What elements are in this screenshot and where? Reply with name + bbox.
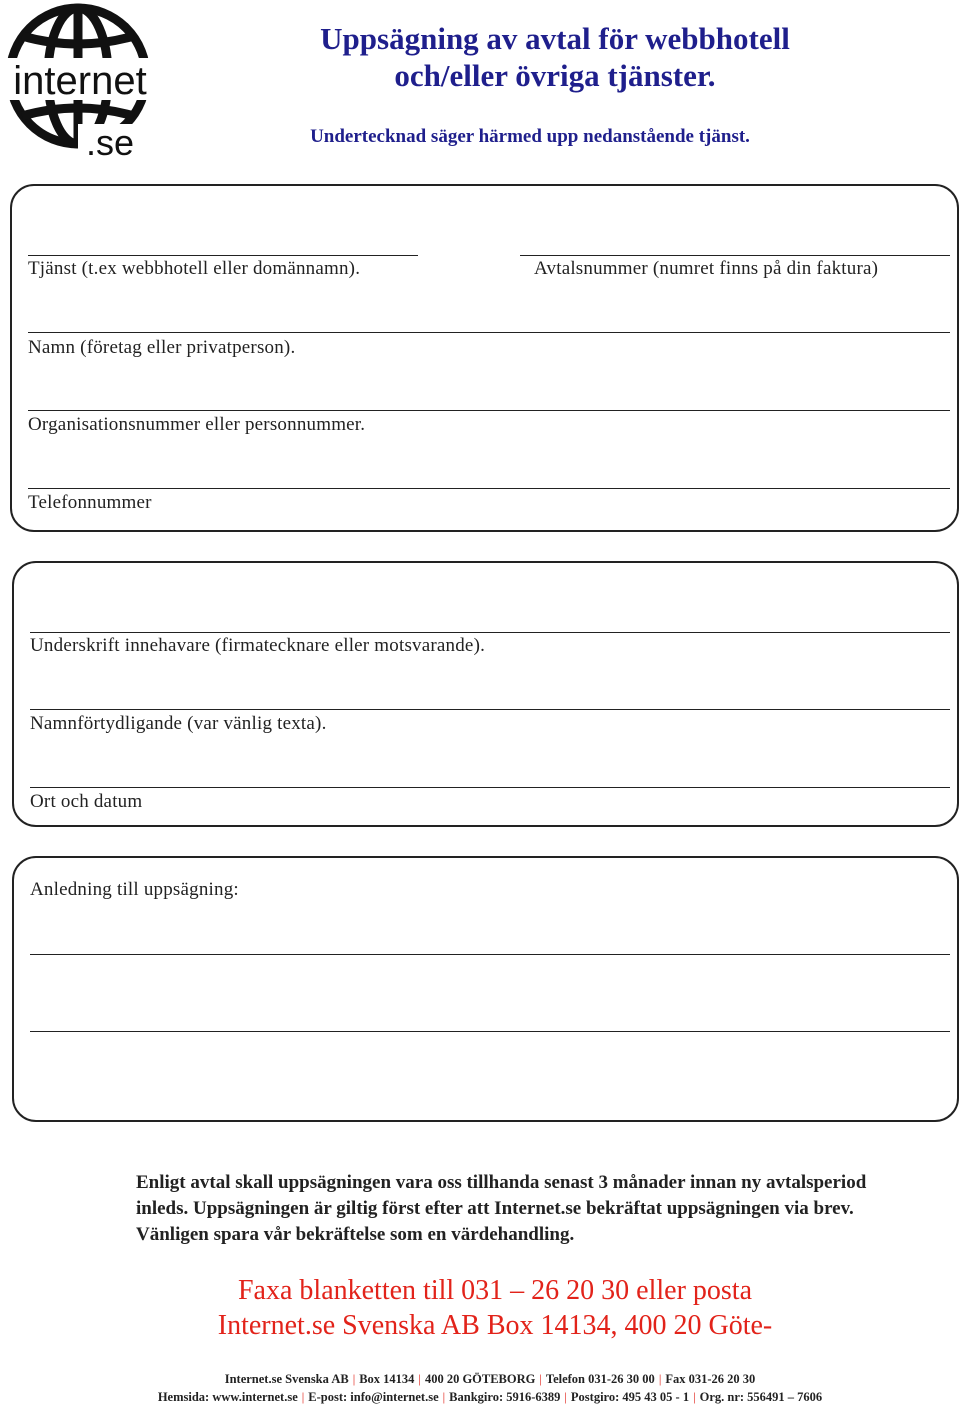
page-subtitle: Undertecknad säger härmed upp nedanstående tjänst.: [310, 126, 750, 147]
footer-bankgiro: Bankgiro: 5916-6389: [449, 1390, 561, 1404]
footer-line-1: [110, 1370, 870, 1388]
reason-line-1[interactable]: [30, 954, 950, 955]
footer-separator: |: [301, 1390, 305, 1404]
footer-email-link[interactable]: E-post: info@internet.se: [308, 1390, 439, 1404]
footer-city: 400 20 GÖTEBORG: [424, 1372, 536, 1386]
footer: [110, 1370, 870, 1406]
name-field-label: Namn (företag eller privatperson).: [28, 337, 296, 358]
terms-notice: Enligt avtal skall uppsägningen vara oss tillhanda senast 3 månader innan ny avtalsperiod inleds. Uppsägningen är giltig först efter att Internet.se bekräftat uppsägningen via brev. Vänligen spara vår bekräftelse som en värdehandling.: [136, 1172, 867, 1245]
page-title-line2: och/eller övriga tjänster.: [394, 58, 716, 93]
footer-separator: |: [658, 1372, 662, 1386]
footer-separator: |: [442, 1390, 446, 1404]
phone-field-label: Telefonnummer: [28, 492, 152, 513]
clarification-field-line[interactable]: [30, 709, 950, 710]
logo-word-se: .se: [85, 122, 135, 160]
footer-postgiro: Postgiro: 495 43 05 - 1: [570, 1390, 690, 1404]
footer-website-link[interactable]: Hemsida: www.internet.se: [157, 1390, 298, 1404]
fax-line-1: Faxa blanketten till 031 – 26 20 30 eller posta: [237, 1275, 752, 1306]
service-field-label: Tjänst (t.ex webbhotell eller domännamn).: [28, 258, 361, 279]
footer-phone: Telefon 031-26 30 00: [545, 1372, 655, 1386]
fax-line-2: Internet.se Svenska AB Box 14134, 400 20 Göte-: [217, 1310, 773, 1341]
place-date-field-label: Ort och datum: [30, 791, 143, 812]
footer-company: Internet.se Svenska AB: [224, 1372, 349, 1386]
orgnr-field-label: Organisationsnummer eller personnummer.: [28, 414, 366, 435]
signature-field-line[interactable]: [30, 632, 950, 633]
name-field-line[interactable]: [28, 332, 950, 333]
footer-separator: |: [352, 1372, 356, 1386]
footer-fax: Fax 031-26 20 30: [665, 1372, 756, 1386]
footer-separator: |: [539, 1372, 542, 1386]
reason-field-label: Anledning till uppsägning:: [30, 879, 239, 900]
phone-field-line[interactable]: [28, 488, 950, 489]
fax-instructions: [120, 1273, 870, 1343]
footer-separator: |: [418, 1372, 421, 1386]
internet-se-logo: [0, 0, 160, 160]
signature-field-label: Underskrift innehavare (firmatecknare eller motsvarande).: [30, 635, 486, 656]
contract-field-label: Avtalsnummer (numret finns på din faktura): [534, 258, 879, 279]
footer-line-2: [110, 1388, 870, 1406]
clarification-field-label: Namnförtydligande (var vänlig texta).: [30, 713, 327, 734]
footer-box: Box 14134: [359, 1372, 415, 1386]
logo-word-internet: internet: [13, 59, 147, 103]
page-title-line1: Uppsägning av avtal för webbhotell: [320, 21, 790, 56]
service-field-line[interactable]: [28, 255, 418, 256]
footer-separator: |: [564, 1390, 567, 1404]
place-date-field-line[interactable]: [30, 787, 950, 788]
orgnr-field-line[interactable]: [28, 410, 950, 411]
reason-line-2[interactable]: [30, 1031, 950, 1032]
footer-separator: |: [693, 1390, 696, 1404]
contract-field-line[interactable]: [520, 255, 950, 256]
footer-orgnr: Org. nr: 556491 – 7606: [699, 1390, 823, 1404]
